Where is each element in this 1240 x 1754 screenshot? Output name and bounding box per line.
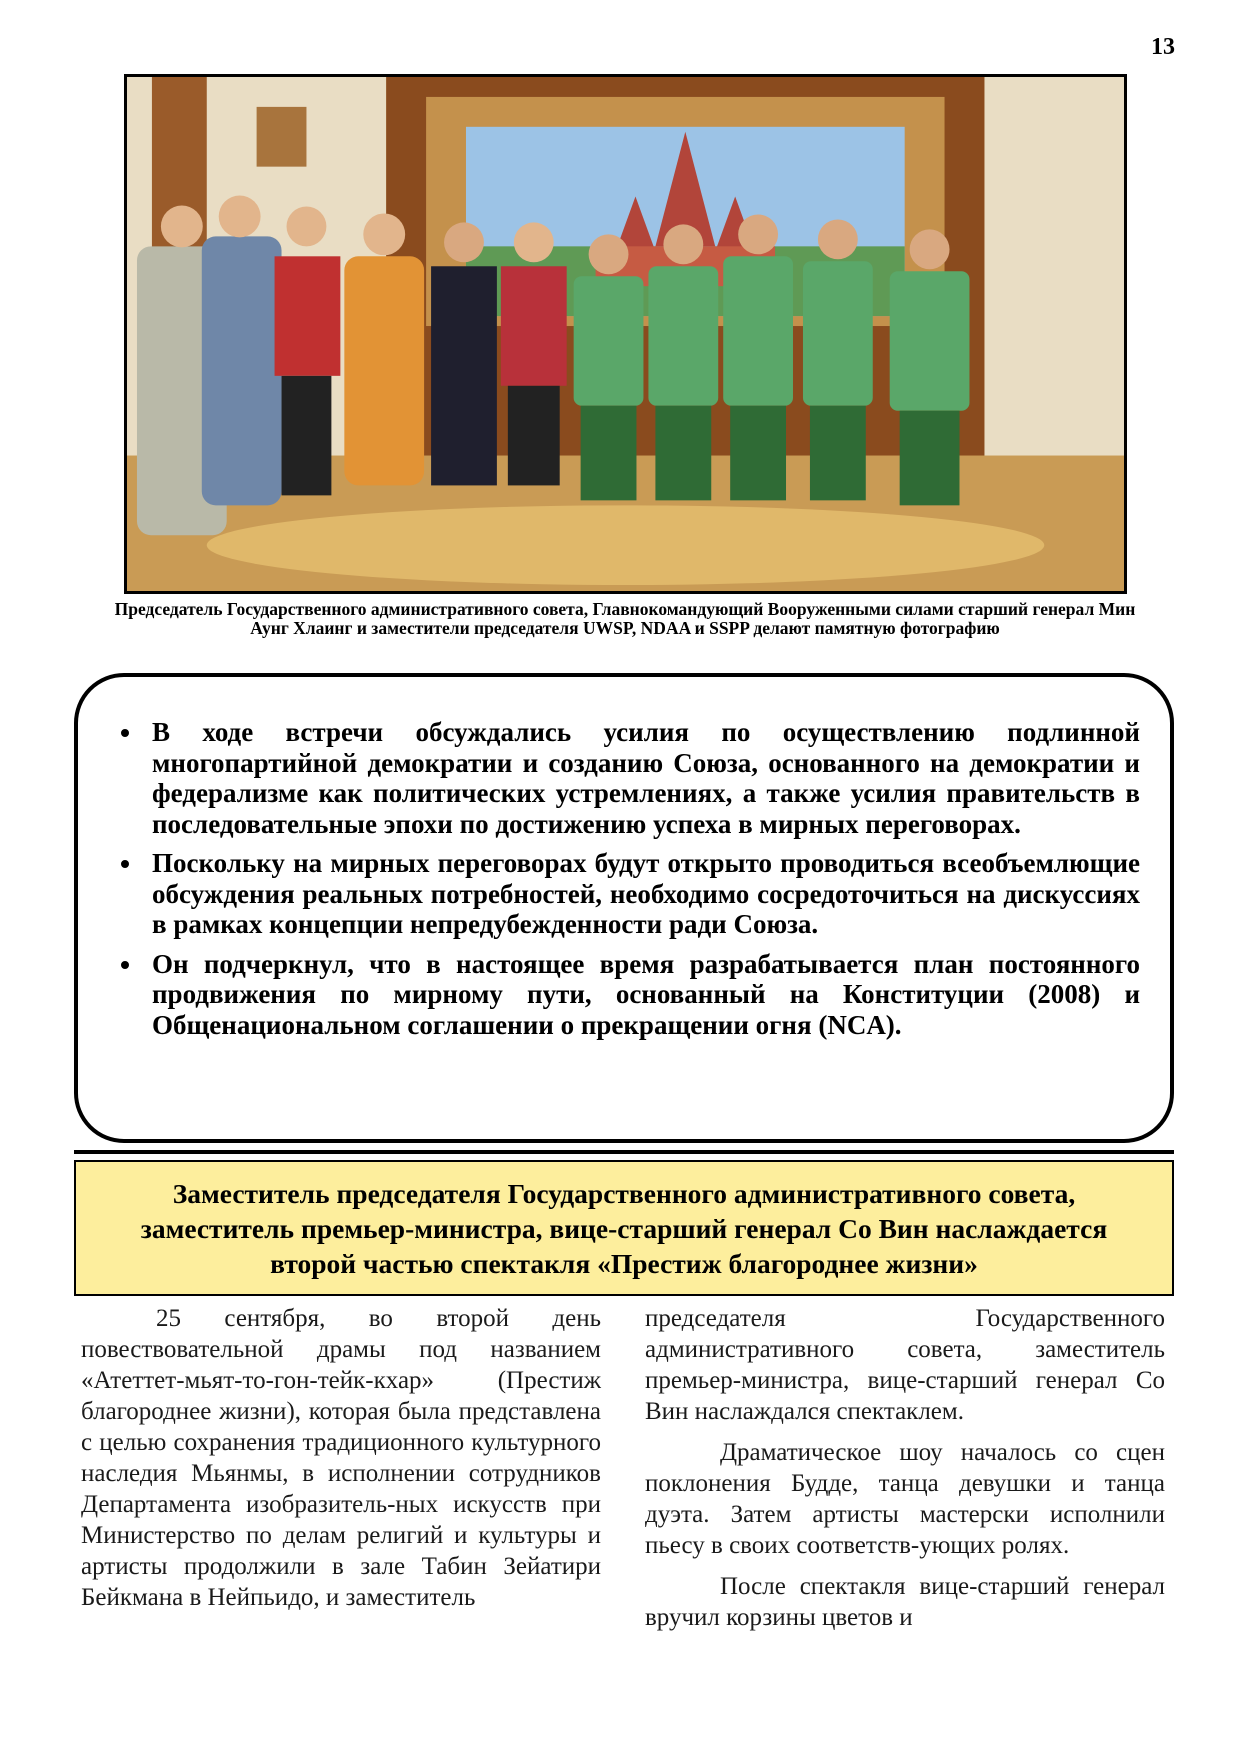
- group-photo-illustration: [127, 77, 1124, 591]
- article-right-column: [645, 1303, 1165, 1643]
- article-paragraph: 25 сентября, во второй день повествовательной драмы под названием «Атеттет-мьят-то-гон-тейк-кхар» (Престиж благороднее жизни), которая была представлена с целью сохранения традиционного культурного наследия Мьянмы, в исполнении сотрудников Департамента изобразитель-ных искусств при Министерство по делам религий и культуры и артисты продолжили в зале Табин Зейатири Бейкмана в Нейпьидо, и заместитель: [81, 1305, 601, 1611]
- key-point-2: • Поскольку на мирных переговорах будут открыто проводиться всеобъемлющие обсуждения реальных потребностей, необходимо сосредоточиться на дискуссиях в рамках концепции непредубежденности ради Союза.: [144, 848, 1140, 940]
- page-number: 13: [1151, 34, 1175, 60]
- article-headline: Заместитель председателя Государственного административного совета, заместитель премьер-министра, вице-старший генерал Со Вин наслаждается второй частью спектакля «Престиж благороднее жизни»: [140, 1177, 1108, 1279]
- group-photo-image: [124, 74, 1127, 594]
- key-point-3: • Он подчеркнул, что в настоящее время разрабатывается план постоянного продвижения по мирному пути, основанный на Конституции (2008) и Общенациональном соглашении о прекращении огня (NCA).: [144, 949, 1140, 1041]
- photo-caption: Председатель Государственного административного совета, Главнокомандующий Вооруженными силами старший генерал Мин Аунг Хлаинг и заместители председателя UWSP, NDAA и SSPP делают памятную фотографию: [114, 599, 1136, 638]
- article-left-column: [81, 1303, 601, 1623]
- key-points-box: [74, 673, 1174, 1143]
- section-divider: [74, 1150, 1174, 1154]
- key-point-1: • В ходе встречи обсуждались усилия по осуществлению подлинной многопартийной демократии и созданию Союза, основанного на демократии и федерализме как политических устремлениях, а также усилия правительств в последовательные эпохи по достижению успеха в мирных переговорах.: [144, 717, 1140, 839]
- article-paragraph: председателя Государственного административного совета, заместитель премьер-министра, вице-старший генерал Со Вин наслаждался спектаклем.: [645, 1305, 1165, 1425]
- key-points-list: [78, 677, 1170, 1040]
- article-paragraph: Драматическое шоу началось со сцен поклонения Будде, танца девушки и танца дуэта. Затем артисты мастерски исполнили пьесу в своих соответств-ующих ролях.: [645, 1439, 1165, 1559]
- article-headline-box: [74, 1160, 1174, 1296]
- article-paragraph: После спектакля вице-старший генерал вручил корзины цветов и: [645, 1573, 1165, 1631]
